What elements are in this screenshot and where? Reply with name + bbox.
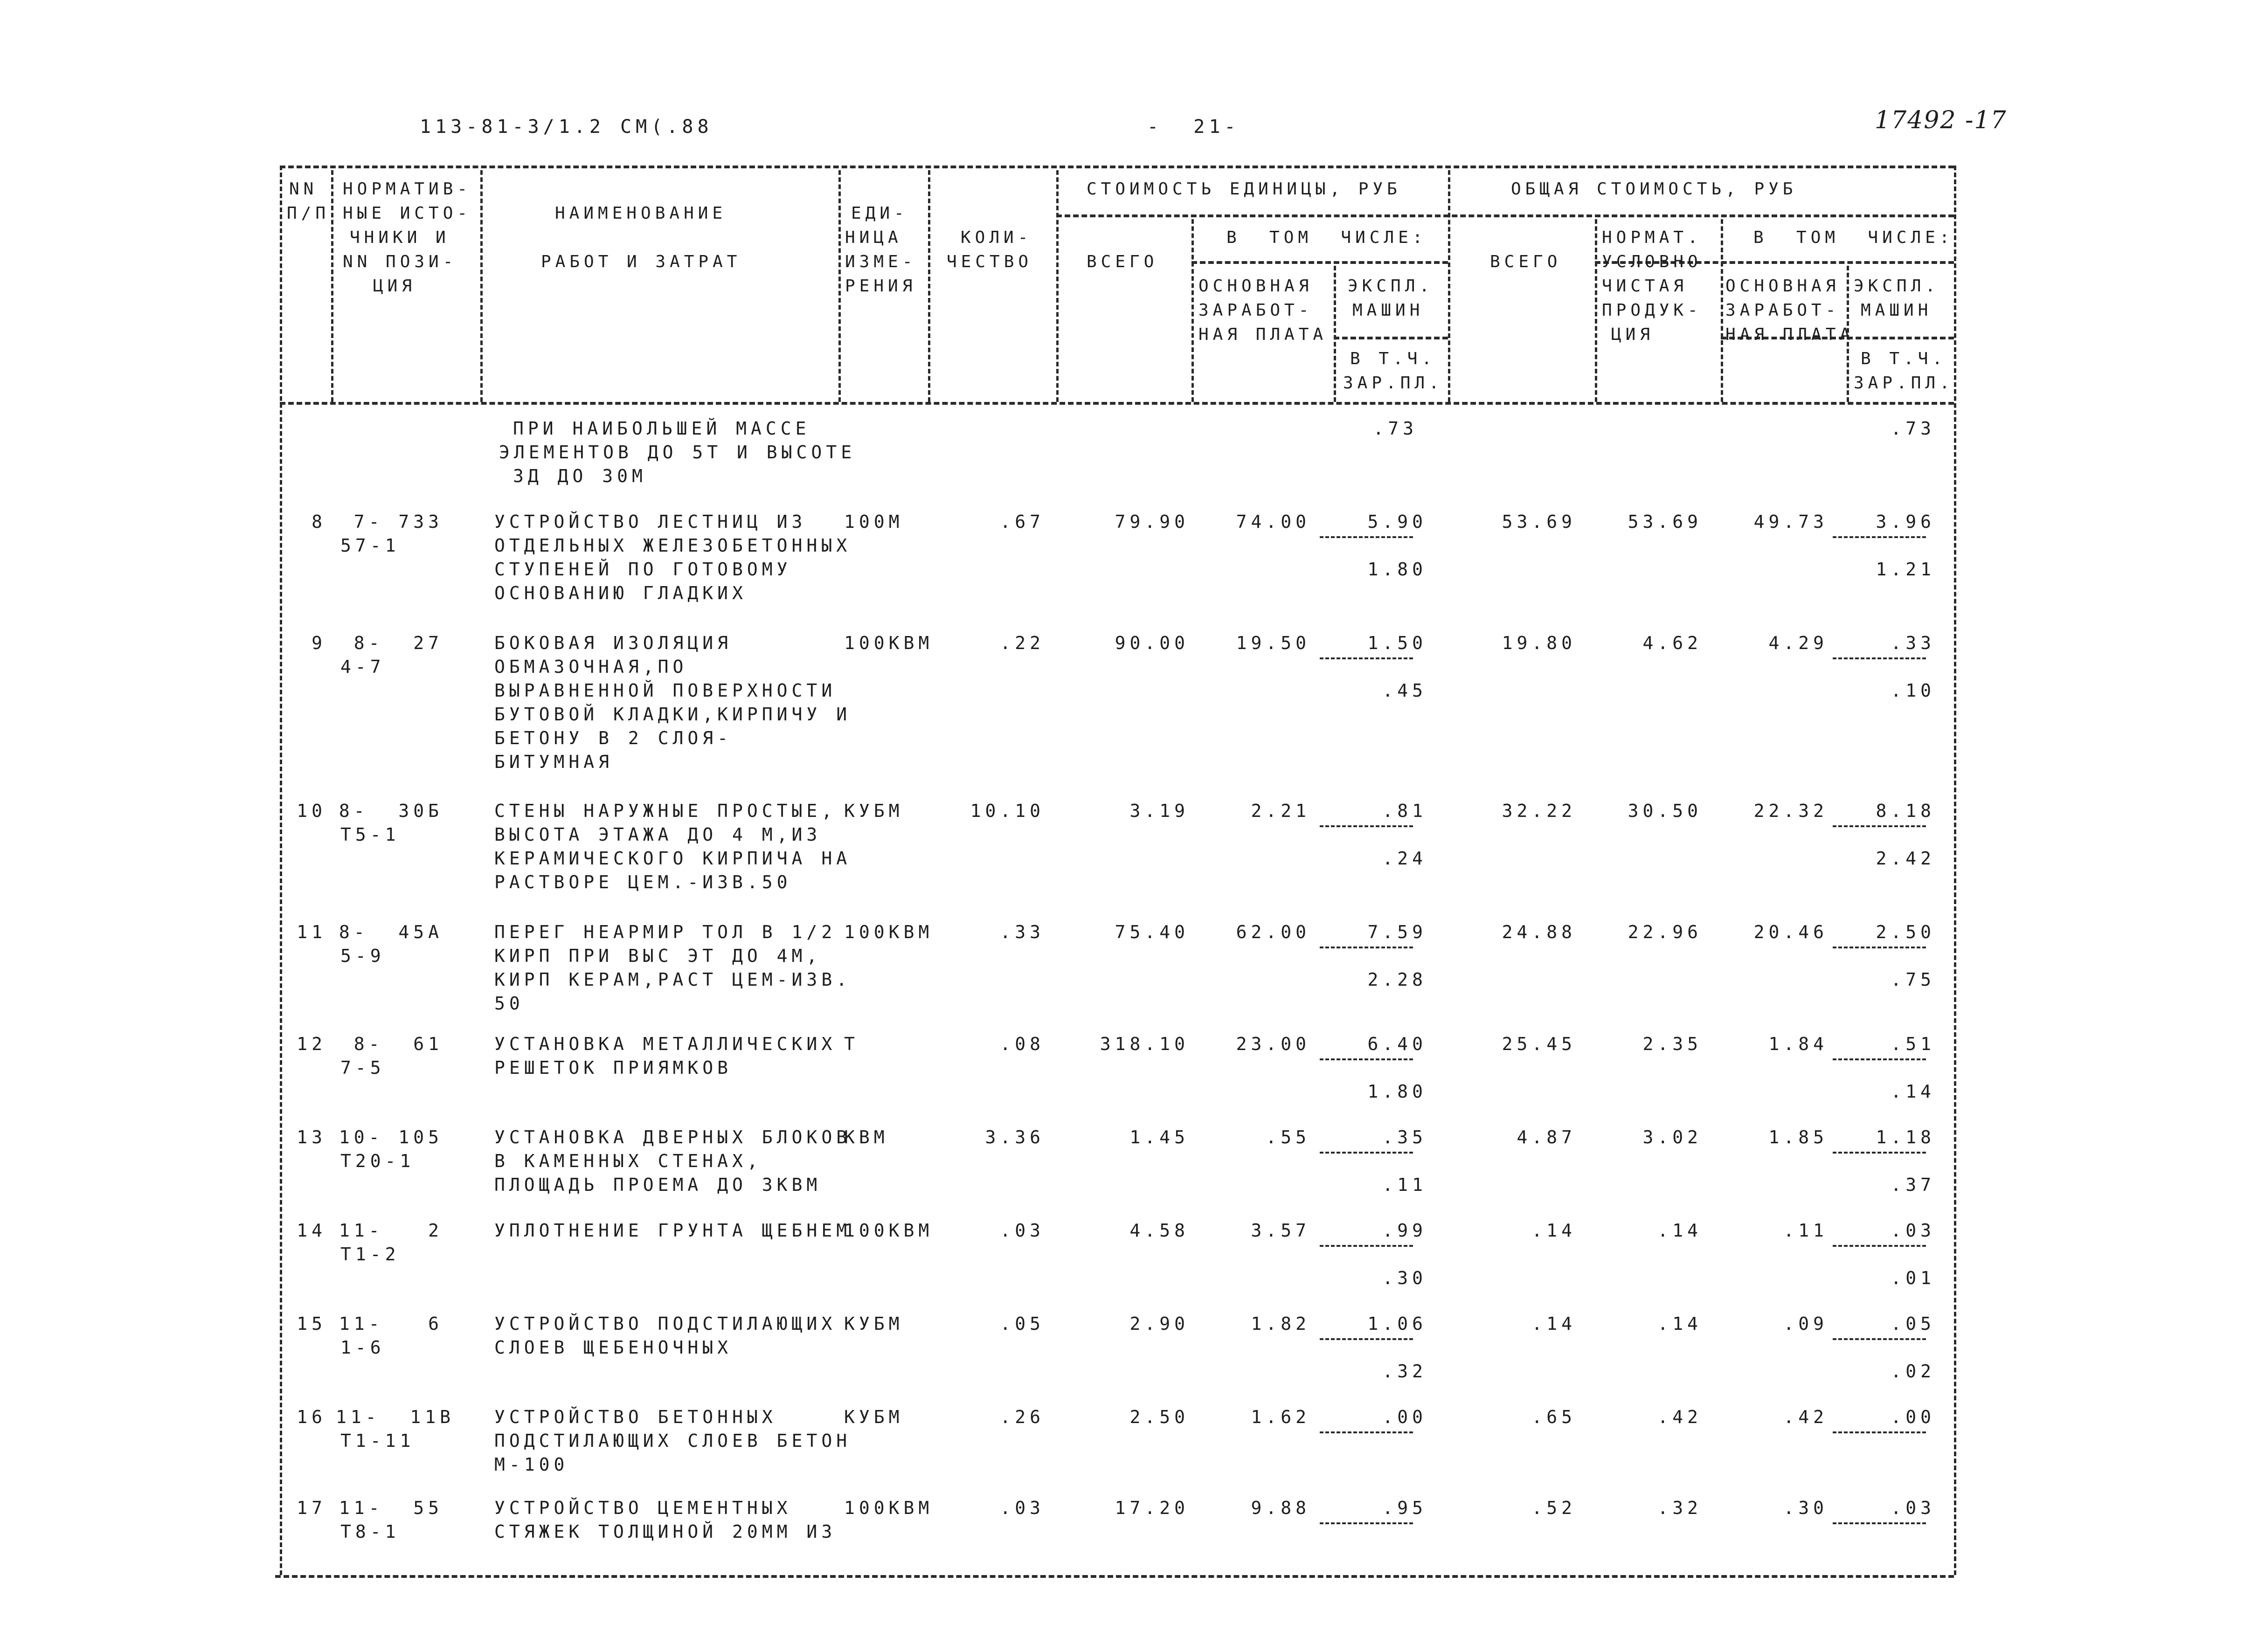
position-code: 1-6 [340, 1337, 385, 1358]
table-left-edge [280, 166, 282, 1575]
header-total-in-number: В ТОМ ЧИСЛЕ: [1753, 228, 1954, 247]
cost-group-rule [1056, 214, 1954, 217]
work-name-line: ОБМАЗОЧНАЯ,ПО [494, 657, 688, 677]
unit-cost-machine: .35 [1382, 1127, 1427, 1147]
total-cost-basic-wage: .30 [1783, 1498, 1828, 1518]
unit-cost-basic-wage: 2.21 [1251, 801, 1310, 821]
subtotal-divider [1833, 1058, 1926, 1060]
subtotal-divider [1833, 1245, 1926, 1247]
continuation-unit-wage: .73 [1373, 418, 1418, 439]
unit-cost-machine: 7.59 [1367, 922, 1427, 942]
col-divider [1191, 219, 1194, 402]
total-cost-norm-production: 2.35 [1642, 1034, 1702, 1054]
work-name-line: КИРП ПРИ ВЫС ЭТ ДО 4М, [494, 946, 822, 966]
unit-cost-machine-wage: .24 [1382, 848, 1427, 869]
total-cost-total: 24.88 [1502, 922, 1576, 942]
total-cost-norm-production: 22.96 [1628, 922, 1702, 942]
unit-cost-basic-wage: 74.00 [1236, 511, 1310, 532]
unit-mach-rule [1334, 337, 1448, 339]
quantity: .03 [1000, 1220, 1045, 1241]
unit-cost-total: 2.50 [1129, 1407, 1189, 1427]
total-cost-machine: .05 [1891, 1313, 1935, 1334]
col-divider [838, 170, 841, 402]
total-cost-basic-wage: 49.73 [1753, 511, 1828, 532]
work-name-line: УСТРОЙСТВО ЦЕМЕНТНЫХ [494, 1498, 792, 1518]
unit-cost-machine-wage: .32 [1382, 1361, 1427, 1382]
subtotal-divider [1833, 1431, 1926, 1433]
work-name-line: СТУПЕНЕЙ ПО ГОТОВОМУ [494, 559, 792, 580]
total-cost-norm-production: 3.02 [1642, 1127, 1702, 1147]
quantity: 10.10 [970, 801, 1045, 821]
total-cost-machine: .33 [1891, 633, 1935, 653]
total-cost-machine: .03 [1891, 1498, 1935, 1518]
work-name-line: УСТАНОВКА МЕТАЛЛИЧЕСКИХ [494, 1034, 837, 1054]
subtotal-divider [1320, 1058, 1413, 1060]
continuation-name-3: ЗД ДО 30М [513, 466, 647, 486]
work-name-line: БЕТОНУ В 2 СЛОЯ- [494, 728, 733, 748]
subtotal-divider [1833, 1522, 1926, 1524]
unit-cost-machine: .99 [1382, 1220, 1427, 1241]
unit-of-measure: 100КВМ [844, 1220, 934, 1241]
total-cost-total: 4.87 [1517, 1127, 1576, 1147]
subtotal-divider [1833, 1152, 1926, 1154]
header-unit-4: РЕНИЯ [845, 276, 917, 296]
work-name-line: УСТРОЙСТВО БЕТОННЫХ [494, 1407, 777, 1427]
subtotal-divider [1320, 1245, 1413, 1247]
header-norm-3: ЧНИКИ И [350, 228, 450, 247]
unit-cost-basic-wage: 62.00 [1236, 922, 1310, 942]
unit-cost-machine: .95 [1382, 1498, 1427, 1518]
norm-reference: 11- 11В [336, 1407, 455, 1427]
header-total-basic-1: ОСНОВНАЯ [1725, 276, 1840, 296]
unit-cost-total: 2.90 [1129, 1313, 1189, 1334]
work-name-line: КИРП КЕРАМ,РАСТ ЦЕМ-ИЗВ. [494, 969, 852, 990]
total-cost-machine: .51 [1891, 1034, 1935, 1054]
total-cost-machine: .00 [1891, 1407, 1935, 1427]
header-unit-basic-1: ОСНОВНАЯ [1198, 276, 1313, 296]
header-unit-2: НИЦА [845, 228, 902, 247]
total-cost-machine-wage: .02 [1891, 1361, 1935, 1382]
doc-code: 113-81-3/1.2 СМ(.88 [420, 116, 713, 138]
norm-reference: 7- 733 [353, 511, 443, 532]
unit-of-measure: 100КВМ [844, 1498, 934, 1518]
subtotal-divider [1320, 1152, 1413, 1154]
work-name-line: БИТУМНАЯ [494, 752, 614, 772]
col-divider [480, 170, 483, 402]
page-number: - 21- [1147, 116, 1240, 138]
subtotal-divider [1833, 657, 1926, 659]
work-name-line: 50 [494, 993, 524, 1014]
continuation-name-1: ПРИ НАИБОЛЬШЕЙ МАССЕ [513, 418, 810, 439]
header-total-mach-1: ЭКСПЛ. [1854, 276, 1940, 296]
unit-cost-basic-wage: .55 [1266, 1127, 1310, 1147]
header-bottom-rule [280, 402, 1954, 405]
unit-of-measure: КУБМ [844, 801, 904, 821]
unit-cost-basic-wage: 19.50 [1236, 633, 1310, 653]
quantity: .22 [1000, 633, 1045, 653]
total-cost-machine: 8.18 [1876, 801, 1935, 821]
table-top-rule [280, 166, 1954, 168]
total-cost-basic-wage: 1.84 [1768, 1034, 1828, 1054]
work-name-line: УСТАНОВКА ДВЕРНЫХ БЛОКОВ [494, 1127, 852, 1147]
subtotal-divider [1320, 657, 1413, 659]
work-name-line: ПЕРЕГ НЕАРМИР ТОЛ В 1/2 [494, 922, 837, 942]
table-right-edge [1954, 166, 1956, 1575]
unit-cost-machine-wage: 1.80 [1367, 1081, 1427, 1102]
work-name-line: УСТРОЙСТВО ЛЕСТНИЦ ИЗ [494, 511, 807, 532]
unit-cost-machine: 5.90 [1367, 511, 1427, 532]
quantity: .33 [1000, 922, 1045, 942]
unit-cost-machine: 6.40 [1367, 1034, 1427, 1054]
work-name-line: ВЫРАВНЕННОЙ ПОВЕРХНОСТИ [494, 680, 837, 701]
col-divider [331, 170, 333, 402]
total-cost-norm-production: 30.50 [1628, 801, 1702, 821]
subtotal-divider [1833, 825, 1926, 827]
continuation-total-wage: .73 [1891, 418, 1935, 439]
work-name-line: КЕРАМИЧЕСКОГО КИРПИЧА НА [494, 848, 852, 869]
col-divider [1056, 170, 1059, 402]
unit-cost-basic-wage: 1.82 [1251, 1313, 1310, 1334]
header-norm-prod-1: НОРМАТ. [1602, 228, 1702, 247]
total-cost-norm-production: .32 [1657, 1498, 1702, 1518]
total-cost-basic-wage: .09 [1783, 1313, 1828, 1334]
header-norm-prod-4: ПРОДУК- [1602, 301, 1702, 320]
header-norm-prod-5: ЦИЯ [1611, 325, 1655, 344]
unit-cost-machine-wage: .45 [1382, 680, 1427, 701]
total-cost-basic-wage: .11 [1783, 1220, 1828, 1241]
row-number: 8 [312, 511, 326, 532]
unit-cost-basic-wage: 23.00 [1236, 1034, 1310, 1054]
unit-cost-total: 4.58 [1129, 1220, 1189, 1241]
quantity: 3.36 [985, 1127, 1045, 1147]
col-divider [1595, 219, 1597, 402]
total-cost-machine-wage: .37 [1891, 1175, 1935, 1195]
quantity: .03 [1000, 1498, 1045, 1518]
header-total-wage-1: В Т.Ч. [1861, 349, 1947, 368]
total-cost-basic-wage: .42 [1783, 1407, 1828, 1427]
header-norm-4: NN ПОЗИ- [343, 252, 457, 271]
header-unit-3: ИЗМЕ- [845, 252, 917, 271]
unit-cost-basic-wage: 1.62 [1251, 1407, 1310, 1427]
unit-cost-total: 75.40 [1115, 922, 1189, 942]
position-code: Т20-1 [340, 1151, 415, 1171]
work-name-line: М-100 [494, 1454, 569, 1475]
total-cost-total: 53.69 [1502, 511, 1576, 532]
header-name-2: РАБОТ И ЗАТРАТ [541, 252, 741, 271]
unit-cost-total: 3.19 [1129, 801, 1189, 821]
header-pp: П/П [287, 204, 330, 223]
total-cost-machine: 1.18 [1876, 1127, 1935, 1147]
row-number: 14 [297, 1220, 326, 1241]
header-unit-total: ВСЕГО [1087, 252, 1158, 271]
header-total-basic-2: ЗАРАБОТ- [1725, 301, 1840, 320]
total-cost-total: .65 [1531, 1407, 1576, 1427]
header-unit-mach-2: МАШИН [1352, 301, 1424, 320]
work-name-line: УПЛОТНЕНИЕ ГРУНТА ЩЕБНЕМ [494, 1220, 852, 1241]
position-code: Т1-2 [340, 1244, 400, 1265]
total-cost-basic-wage: 1.85 [1768, 1127, 1828, 1147]
total-cost-basic-wage: 20.46 [1753, 922, 1828, 942]
unit-cost-machine-wage: .30 [1382, 1268, 1427, 1288]
header-unit-in-number: В ТОМ ЧИСЛЕ: [1226, 228, 1427, 247]
norm-reference: 11- 2 [339, 1220, 443, 1241]
unit-subgroup-rule [1191, 261, 1448, 264]
total-cost-machine-wage: .75 [1891, 969, 1935, 990]
unit-cost-basic-wage: 3.57 [1251, 1220, 1310, 1241]
col-divider [1721, 219, 1723, 402]
continuation-name-2: ЭЛЕМЕНТОВ ДО 5Т И ВЫСОТЕ [499, 442, 856, 463]
work-name-line: ВЫСОТА ЭТАЖА ДО 4 М,ИЗ [494, 824, 822, 845]
unit-cost-machine: 1.06 [1367, 1313, 1427, 1334]
unit-cost-machine: .00 [1382, 1407, 1427, 1427]
total-cost-total: 25.45 [1502, 1034, 1576, 1054]
header-norm-5: ЦИЯ [373, 276, 416, 296]
position-code: 5-9 [340, 946, 385, 966]
row-number: 9 [312, 633, 326, 653]
work-name-line: ПЛОЩАДЬ ПРОЕМА ДО 3КВМ [494, 1175, 822, 1195]
header-qty-2: ЧЕСТВО [947, 252, 1033, 271]
header-total-total: ВСЕГО [1490, 252, 1562, 271]
norm-reference: 8- 27 [353, 633, 443, 653]
total-cost-machine: 3.96 [1876, 511, 1935, 532]
row-number: 12 [297, 1034, 326, 1054]
total-cost-total: .52 [1531, 1498, 1576, 1518]
header-total-cost: ОБЩАЯ СТОИМОСТЬ, РУБ [1511, 180, 1797, 199]
work-name-line: БОКОВАЯ ИЗОЛЯЦИЯ [494, 633, 733, 653]
header-total-mach-2: МАШИН [1861, 301, 1932, 320]
header-unit-mach-1: ЭКСПЛ. [1348, 276, 1434, 296]
handwritten-mark: 17492 -17 [1875, 106, 2007, 134]
unit-cost-machine: 1.50 [1367, 633, 1427, 653]
total-cost-machine-wage: .14 [1891, 1081, 1935, 1102]
table-bottom-rule [275, 1575, 1954, 1578]
work-name-line: СЛОЕВ ЩЕБЕНОЧНЫХ [494, 1337, 733, 1358]
header-unit-wage-1: В Т.Ч. [1350, 349, 1436, 368]
header-unit-1: ЕДИ- [851, 204, 908, 223]
norm-reference: 11- 55 [339, 1498, 443, 1518]
norm-reference: 11- 6 [339, 1313, 443, 1334]
unit-cost-machine-wage: 2.28 [1367, 969, 1427, 990]
quantity: .67 [1000, 511, 1045, 532]
work-name-line: РАСТВОРЕ ЦЕМ.-ИЗВ.50 [494, 872, 792, 892]
unit-cost-machine: .81 [1382, 801, 1427, 821]
header-norm-prod-3: ЧИСТАЯ [1602, 276, 1688, 296]
row-number: 16 [297, 1407, 326, 1427]
position-code: 57-1 [340, 535, 400, 556]
unit-cost-basic-wage: 9.88 [1251, 1498, 1310, 1518]
unit-cost-total: 17.20 [1115, 1498, 1189, 1518]
work-name-line: РЕШЕТОК ПРИЯМКОВ [494, 1058, 733, 1078]
unit-of-measure: КУБМ [844, 1313, 904, 1334]
norm-reference: 10- 105 [339, 1127, 443, 1147]
total-cost-machine: .03 [1891, 1220, 1935, 1241]
total-cost-machine-wage: .01 [1891, 1268, 1935, 1288]
row-number: 10 [297, 801, 326, 821]
subtotal-divider [1833, 1338, 1926, 1340]
total-cost-norm-production: 4.62 [1642, 633, 1702, 653]
total-cost-basic-wage: 4.29 [1768, 633, 1828, 653]
header-unit-basic-2: ЗАРАБОТ- [1198, 301, 1313, 320]
work-name-line: ОТДЕЛЬНЫХ ЖЕЛЕЗОБЕТОННЫХ [494, 535, 852, 556]
unit-of-measure: 100КВМ [844, 922, 934, 942]
work-name-line: ОСНОВАНИЮ ГЛАДКИХ [494, 583, 747, 603]
work-name-line: УСТРОЙСТВО ПОДСТИЛАЮЩИХ [494, 1313, 837, 1334]
total-cost-norm-production: .14 [1657, 1313, 1702, 1334]
subtotal-divider [1320, 947, 1413, 948]
subtotal-divider [1320, 1338, 1413, 1340]
header-norm-1: НОРМАТИВ- [343, 180, 472, 199]
row-number: 17 [297, 1498, 326, 1518]
header-unit-basic-3: НАЯ ПЛАТА [1198, 325, 1328, 344]
total-cost-norm-production: .14 [1657, 1220, 1702, 1241]
norm-reference: 8- 30Б [339, 801, 443, 821]
subtotal-divider [1320, 1522, 1413, 1524]
norm-reference: 8- 45А [339, 922, 443, 942]
total-cost-machine-wage: 2.42 [1876, 848, 1935, 869]
subtotal-divider [1320, 536, 1413, 538]
header-norm-2: НЫЕ ИСТО- [343, 204, 472, 223]
total-cost-machine-wage: .10 [1891, 680, 1935, 701]
row-number: 11 [297, 922, 326, 942]
row-number: 15 [297, 1313, 326, 1334]
unit-cost-total: 318.10 [1100, 1034, 1189, 1054]
col-divider [928, 170, 930, 402]
work-name-line: СТЕНЫ НАРУЖНЫЕ ПРОСТЫЕ, [494, 801, 837, 821]
total-cost-basic-wage: 22.32 [1753, 801, 1828, 821]
header-nn: NN [289, 180, 318, 199]
position-code: Т8-1 [340, 1521, 400, 1542]
position-code: Т5-1 [340, 824, 400, 845]
norm-reference: 8- 61 [353, 1034, 443, 1054]
total-cost-machine: 2.50 [1876, 922, 1935, 942]
quantity: .08 [1000, 1034, 1045, 1054]
total-cost-machine-wage: 1.21 [1876, 559, 1935, 580]
header-total-wage-2: ЗАР.ПЛ. [1854, 373, 1954, 393]
header-name-1: НАИМЕНОВАНИЕ [555, 204, 727, 223]
unit-of-measure: КВМ [844, 1127, 889, 1147]
unit-cost-machine-wage: .11 [1382, 1175, 1427, 1195]
total-cost-norm-production: .42 [1657, 1407, 1702, 1427]
unit-of-measure: 100КВМ [844, 633, 934, 653]
subtotal-divider [1833, 947, 1926, 948]
header-unit-wage-2: ЗАР.ПЛ. [1343, 373, 1443, 393]
unit-cost-machine-wage: 1.80 [1367, 559, 1427, 580]
col-divider [1334, 266, 1336, 402]
position-code: Т1-11 [340, 1431, 415, 1451]
work-name-line: В КАМЕННЫХ СТЕНАХ, [494, 1151, 762, 1171]
col-divider [1448, 170, 1450, 402]
total-cost-total: .14 [1531, 1313, 1576, 1334]
unit-cost-total: 79.90 [1115, 511, 1189, 532]
quantity: .26 [1000, 1407, 1045, 1427]
total-cost-norm-production: 53.69 [1628, 511, 1702, 532]
subtotal-divider [1833, 536, 1926, 538]
total-cost-total: .14 [1531, 1220, 1576, 1241]
quantity: .05 [1000, 1313, 1045, 1334]
header-norm-prod-2: УСЛОВНО- [1602, 252, 1717, 271]
row-number: 13 [297, 1127, 326, 1147]
subtotal-divider [1320, 825, 1413, 827]
total-cost-total: 19.80 [1502, 633, 1576, 653]
work-name-line: СТЯЖЕК ТОЛЩИНОЙ 20ММ ИЗ [494, 1521, 837, 1542]
unit-of-measure: Т [844, 1034, 859, 1054]
unit-of-measure: КУБМ [844, 1407, 904, 1427]
unit-cost-total: 90.00 [1115, 633, 1189, 653]
position-code: 4-7 [340, 657, 385, 677]
subtotal-divider [1320, 1431, 1413, 1433]
unit-cost-total: 1.45 [1129, 1127, 1189, 1147]
header-qty-1: КОЛИ- [961, 228, 1032, 247]
unit-of-measure: 100М [844, 511, 904, 532]
position-code: 7-5 [340, 1058, 385, 1078]
header-total-basic-3: НАЯ ПЛАТА [1725, 325, 1855, 344]
total-cost-total: 32.22 [1502, 801, 1576, 821]
work-name-line: ПОДСТИЛАЮЩИХ СЛОЕВ БЕТОН [494, 1431, 852, 1451]
work-name-line: БУТОВОЙ КЛАДКИ,КИРПИЧУ И [494, 704, 852, 725]
header-unit-cost: СТОИМОСТЬ ЕДИНИЦЫ, РУБ [1087, 180, 1401, 199]
